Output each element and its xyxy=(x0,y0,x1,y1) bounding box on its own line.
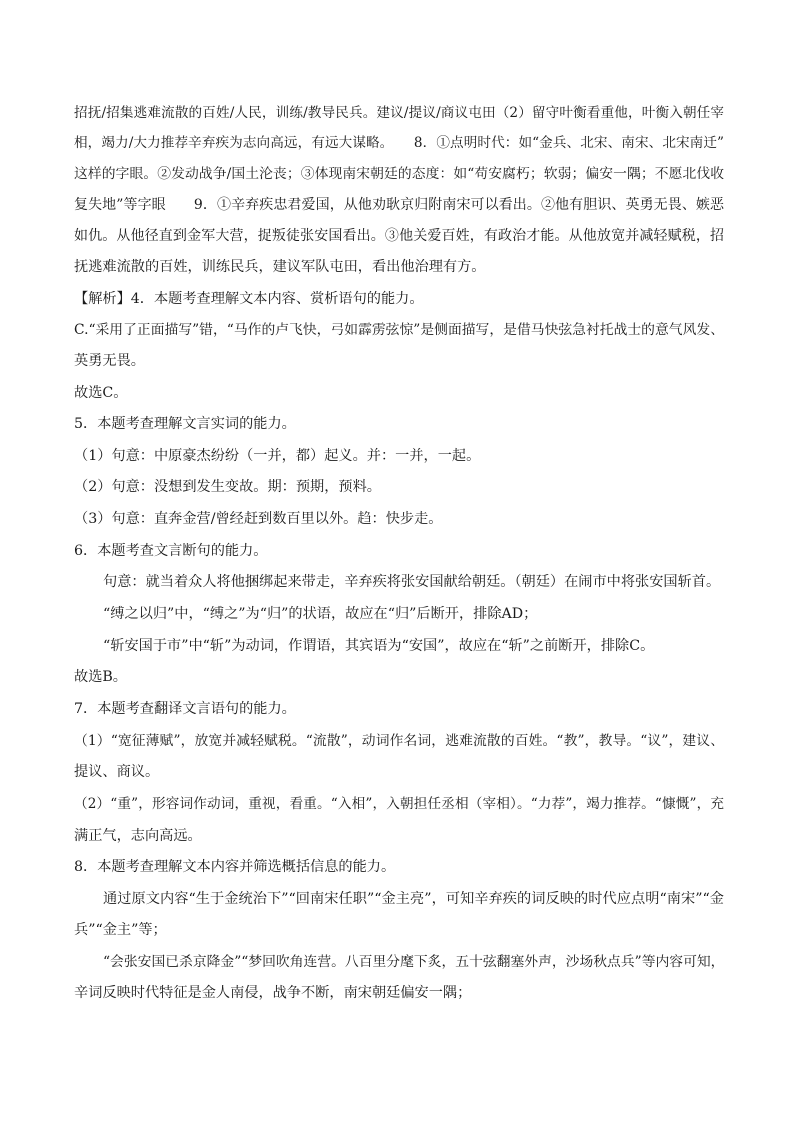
text-line: “会张安国已杀京降金”“梦回吹角连营。八百里分麾下炙，五十弦翻塞外声，沙场秋点兵”等内容可知， xyxy=(103,954,725,970)
text-line: C.“采用了正面描写”错，“马作的卢飞快，弓如霹雳弦惊”是侧面描写，是借马快弦急衬托战士的意气风发、 xyxy=(74,322,724,338)
text-line: 辛词反映时代特征是金人南侵，战争不断，南宋朝廷偏安一隅； xyxy=(74,985,472,1001)
text-line: 抚逃难流散的百姓，训练民兵，建议军队屯田，看出他治理有方。 xyxy=(74,259,486,275)
text-line: （3）句意：直奔金营/曾经赶到数百里以外。趋：快步走。 xyxy=(74,511,443,527)
text-line: 相，竭力/大力推荐辛弃疾为志向高远，有远大谋略。 8．①点明时代：如“金兵、北宋、南宋、北宋南迁” xyxy=(74,135,724,151)
text-line: 句意：就当着众人将他捆绑起来带走，辛弃疾将张安国献给朝廷。（朝廷）在闹市中将张安国斩首。 xyxy=(103,574,721,590)
text-line: “斩安国于市”中“斩”为动词，作谓语，其宾语为“安国”，故应在“斩”之前断开，排除C。 xyxy=(103,638,655,654)
text-line: 英勇无畏。 xyxy=(74,353,145,369)
text-line: （1）句意：中原豪杰纷纷（一并，都）起义。并：一并，一起。 xyxy=(74,448,481,464)
question-heading: 5．本题考查理解文言实词的能力。 xyxy=(74,416,296,432)
text-line: 复失地”等字眼 9．①辛弃疾忠君爱国，从他劝耿京归附南宋可以看出。②他有胆识、英勇无畏、嫉恶 xyxy=(74,197,724,213)
text-line: 提议、商议。 xyxy=(74,764,160,780)
text-line: 通过原文内容“生于金统治下”“回南宋任职”“金主亮”，可知辛弃疾的词反映的时代应点明“南宋”“金 xyxy=(103,891,724,907)
question-heading: 6．本题考查文言断句的能力。 xyxy=(74,543,268,559)
question-heading: 7．本题考查翻译文言语句的能力。 xyxy=(74,701,296,717)
answer-line: 故选C。 xyxy=(74,385,128,401)
text-line: “缚之以归”中，“缚之”为“归”的状语，故应在“归”后断开，排除AD； xyxy=(103,606,538,622)
text-line: （2）“重”，形容词作动词，重视，看重。“入相”，入朝担任丞相（宰相）。“力荐”，竭力推荐。“慷慨”，充 xyxy=(74,796,724,812)
analysis-heading: 【解析】4．本题考查理解文本内容、赏析语句的能力。 xyxy=(74,291,424,307)
text-line: 兵”“金主”等； xyxy=(74,922,167,938)
text-line: （1）“宽征薄赋”，放宽并减轻赋税。“流散”，动词作名词，逃难流散的百姓。“教”，教导。“议”，建议、 xyxy=(74,733,724,749)
answer-line: 故选B。 xyxy=(74,669,127,685)
text-line: （2）句意：没想到发生变故。期：预期，预料。 xyxy=(74,479,381,495)
text-line: 满正气，志向高远。 xyxy=(74,828,202,844)
question-heading: 8．本题考查理解文本内容并筛选概括信息的能力。 xyxy=(74,859,396,875)
text-line: 这样的字眼。②发动战争/国土沦丧；③体现南宋朝廷的态度：如“苟安腐朽；软弱；偏安一隅；不愿北伐收 xyxy=(74,166,724,182)
text-line: 招抚/招集逃难流散的百姓/人民，训练/教导民兵。建议/提议/商议屯田（2）留守叶衡看重他，叶衡入朝任宰 xyxy=(74,105,724,121)
text-line: 如仇。从他径直到金军大营，捉叛徒张安国看出。③他关爱百姓，有政治才能。从他放宽并减轻赋税，招 xyxy=(74,228,724,244)
